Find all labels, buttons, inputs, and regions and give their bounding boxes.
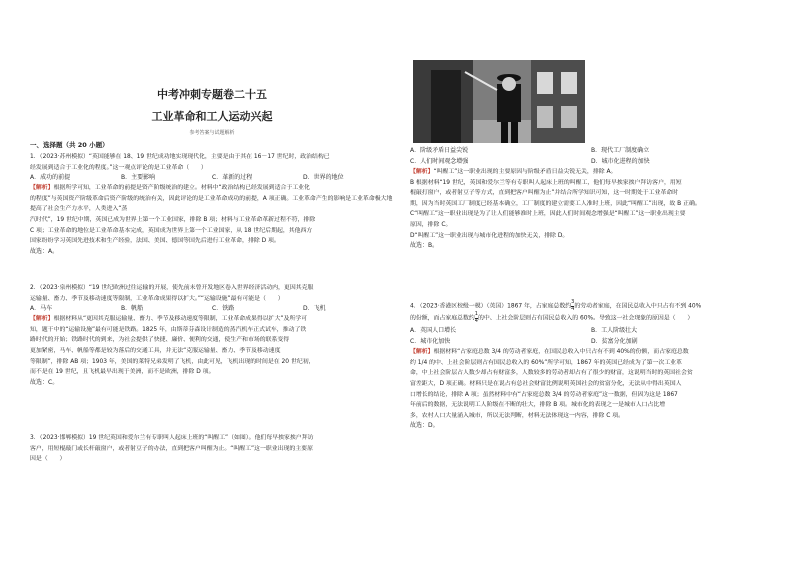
stem-part-b: 的劳动者家庭，在国民总收入中只占有不到 40% xyxy=(574,303,702,310)
question-3 xyxy=(410,146,772,251)
option-b: B．现代工厂制度确立 xyxy=(591,147,650,154)
question-3-stem-block xyxy=(30,433,394,465)
option-a: A．阶级矛盾日益尖锐 xyxy=(410,147,469,154)
question-3-answer: 故选：B。 xyxy=(410,242,439,250)
stem-part-a: 4．（2023·香港区校级一模）（英国）1867 年，占家庭总数约 xyxy=(410,303,572,310)
photo-illustration xyxy=(413,60,585,143)
question-3-options xyxy=(410,146,772,167)
page-title: 中考冲刺专题卷二十五 xyxy=(157,88,267,101)
question-4-analysis xyxy=(410,347,772,421)
analysis-text: 根据材料从“更因其克服运输量、畜力、季节及移动速度等限制，工业革命成果得以扩大”及所学可 知，题干中的“运输设施”最有可能是铁路。1825 年，由斯蒂芬森设计制造的蒸汽机车正式试车，推动了铁 路时代的开始；铁路时代的到来，为社会提供了快捷、廉价、便利的交通，使生产和市场的联系变得 更加紧密，马车、帆船等都是较为落后的交通工具，并无法“克服运输量、畜力、季节及移动速度 等限制”，排除 AB 项；1903 年，美国的莱特兄弟发明了飞机，由此可见，飞机出现的时间是在 20 世纪初， 而不是在 19 世纪，且飞机最早出现于美洲，而不是欧洲，排除 D 项。 xyxy=(30,316,315,376)
question-1-stem: 1．（2023·苏州模拟）“英国能够在 18、19 世纪成功地实现现代化，主要是由于其在 16－17 世纪时，政治结构已 经发展到适合于工业化的程度。”这一观点评论的是工业革命（ ） xyxy=(30,154,330,171)
question-1 xyxy=(30,152,394,257)
question-4-options xyxy=(410,326,772,347)
analysis-label: 【解析】 xyxy=(30,316,54,323)
question-2-analysis xyxy=(30,314,394,378)
question-4-stem xyxy=(410,300,772,324)
fraction-numerator: 3 xyxy=(571,299,575,305)
question-4 xyxy=(410,300,772,431)
option-d: D．飞机 xyxy=(303,305,326,313)
option-c: C．城市化加快 xyxy=(410,337,451,345)
fraction-denominator: 4 xyxy=(571,305,575,312)
option-a: A．马车 xyxy=(30,305,53,313)
question-3-stem: 3．（2023·邯郸模拟）19 世纪英国和爱尔兰有专职叫人起床上班的“叫醒工”（如图）。他们每早挨家挨户拜访 客户，用短棍敲门或长杆敲窗户，或者射豆子的办法，直到把客户叫醒为止。“叫醒工”这一职业出现的主要原 因是（ ） xyxy=(30,435,314,463)
section-heading: 一、选择题（共 20 小题） xyxy=(30,141,109,149)
option-b: B．工人阶级壮大 xyxy=(591,327,638,335)
page-subtitle: 工业革命和工人运动兴起 xyxy=(151,110,273,123)
knocker-up-photo xyxy=(413,60,585,143)
question-1-answer: 故选：A。 xyxy=(30,247,59,255)
question-4-answer: 故选：D。 xyxy=(410,422,439,430)
option-a: A．成功的前提 xyxy=(30,174,71,182)
option-d: D．贫富分化加剧 xyxy=(591,337,638,345)
question-1-options xyxy=(30,173,394,183)
analysis-label: 【解析】 xyxy=(410,169,434,175)
fraction-denominator: 4 xyxy=(474,317,478,324)
analysis-text: 根据所学可知，工业革命的前提是资产阶级统治的建立。材料中“政治结构已经发展到适合于工业化 的程度”与英国资产阶级革命后资产阶级的统治有关，因此评论的是工业革命成功的前提，A 项正确。工业革命产生的影响是工业革命极大地提高了社会生产力水平，人类进入“蒸 汽时代”，19 世纪中期，英国已成为世界上第一个工业国家，排除 B 项；材料与工业革命革新过程不符，排除 C 项；工业革命的地位是工业革命基本完成，英国成为世界上第一个工业国家，从 18 世纪后期起，其他西方 国家纷纷学习英国先进技术和生产经验，法国、美国、德国等国先后进行工业革命，排除 D 项。 xyxy=(30,185,393,245)
fraction-numerator: 1 xyxy=(474,311,478,318)
option-b: B．主要影响 xyxy=(121,174,156,182)
question-2-answer: 故选：C。 xyxy=(30,378,59,386)
option-c: C．人们时间观念增强 xyxy=(410,157,469,165)
question-2 xyxy=(30,283,394,388)
option-c: C．革新的过程 xyxy=(212,174,253,182)
stem-part-c: 的份额，而占家庭总数约 xyxy=(410,315,475,322)
option-c: C．铁路 xyxy=(212,305,235,313)
question-2-stem: 2．（2023·泉州模拟）“19 世纪欧洲过往运输的开展，使先前未曾开发地区卷入世界经济活动内，更因其克服 运输量、畜力、季节及移动速度等限制，工业革命成果得以扩大。”“运输设施”最有可能是（ ） xyxy=(30,285,314,302)
option-d: D．世界的地位 xyxy=(303,174,344,182)
option-b: B．帆船 xyxy=(121,305,144,313)
analysis-label: 【解析】 xyxy=(30,185,54,192)
analysis-text: 根据材料“占家庭总数 3/4 的劳动者家庭，在国民总收入中只占有不到 40%的份额，而占家庭总数 约 1/4 的中、上社会阶层则占有国民总收入的 60%”所学可知，1867 年的英国已经成为了第一次工业革 命，中上社会阶层占人数少却占有财富多，人数较多的劳动者却占有了很少的财富，这说明当时的英国社会贫 富差距大，D 项正确。材料只是在说占有总社会财富比例说明英国社会的贫富分化，无法从中得出英国人 口增长的结论，排除 A 项；虽然材料中有“占家庭总数 3/4 的劳动者家庭”这一数据，但因为这是 1867 年前后的数据，无法说明工人阶级在不断的壮大，排除 B 项。城市化的表现之一是城市人口占比增 多，农村人口大量涌入城市，所以无法判断，材料无法体现这一内容，排除 C 项。 xyxy=(410,349,693,419)
answer-note: 参考答案与试题解析 xyxy=(189,130,235,136)
question-2-options xyxy=(30,304,394,314)
stem-part-d: 的中、上社会阶层则占有国民总收入的 60%。导致这一社会现象的原因是（ ） xyxy=(477,315,694,322)
analysis-label: 【解析】 xyxy=(410,349,434,356)
option-d: D．城市化进程的加快 xyxy=(591,157,650,165)
analysis-text: “叫醒工”这一职业出现的主要原因与阶级矛盾日益尖锐无关，排除 A。 B 根据材料“19 世纪，英国和爱尔兰等有专职叫人起床上班的叫醒工，他们每早挨家挨户拜访客户，用短 棍敲打窗户，或者射豆子等方式，直到把客户叫醒为止”并结合所学知识可知，这一时期处于工业革命时 期，因为当时英国工厂制度已经基本确立，工厂制度的建立需要工人准时上班，因此“叫醒工”出现，故 B 正确。 C“叫醒工”这一职业出现是为了让人们能够准时上班，因此人们时间观念增强是“叫醒工”这一职业出现主要 原因，排除 C。 D“叫醒工”这一职业出现与城市化进程的加快无关，排除 D。 xyxy=(410,169,701,239)
question-1-analysis xyxy=(30,183,394,247)
question-3-analysis xyxy=(410,167,772,241)
option-a: A．英国人口增长 xyxy=(410,327,457,335)
